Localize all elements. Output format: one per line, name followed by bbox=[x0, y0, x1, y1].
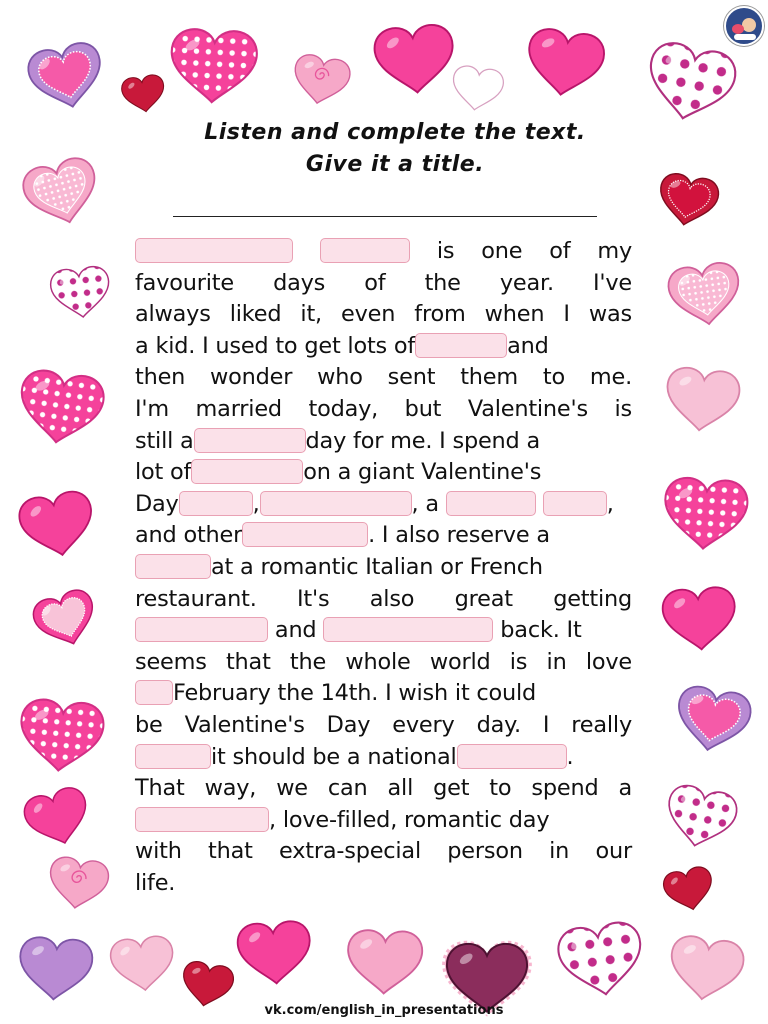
gap-blank[interactable] bbox=[179, 491, 253, 516]
heart-icon bbox=[661, 586, 737, 652]
heart-icon bbox=[120, 73, 167, 114]
title-answer-line[interactable] bbox=[173, 216, 597, 217]
heart-icon bbox=[109, 935, 176, 994]
passage-line: at a romantic Italian or French bbox=[135, 552, 632, 584]
heart-icon bbox=[17, 698, 105, 774]
passage-line: always liked it, even from when I was bbox=[135, 301, 632, 328]
heart-icon bbox=[25, 39, 108, 114]
gap-blank[interactable] bbox=[242, 522, 368, 547]
heart-icon bbox=[347, 930, 423, 995]
gap-blank[interactable] bbox=[415, 333, 507, 358]
passage-line: That way, we can all get to spend a bbox=[135, 775, 632, 802]
heart-icon bbox=[523, 27, 606, 100]
heart-icon bbox=[556, 920, 647, 1000]
instruction-line-2: Give it a title. bbox=[305, 152, 485, 177]
heart-icon bbox=[450, 64, 505, 113]
instruction-line-1: Listen and complete the text. bbox=[204, 120, 586, 145]
heart-icon bbox=[661, 865, 716, 915]
heart-icon bbox=[29, 586, 102, 653]
passage-line: life. bbox=[135, 869, 176, 896]
passage-line: and back. It bbox=[135, 615, 632, 647]
heart-icon bbox=[655, 171, 721, 229]
cloze-passage bbox=[135, 236, 632, 899]
heart-icon bbox=[666, 260, 744, 328]
passage-line: favourite days of the year. I've bbox=[135, 269, 632, 296]
gap-blank[interactable] bbox=[543, 491, 607, 516]
gap-blank[interactable] bbox=[457, 744, 567, 769]
passage-line: then wonder who sent them to me. bbox=[135, 364, 632, 391]
heart-icon bbox=[19, 154, 104, 232]
passage-line: and other . I also reserve a bbox=[135, 522, 550, 549]
gap-blank[interactable] bbox=[135, 238, 293, 263]
heart-icon bbox=[46, 855, 110, 912]
heart-icon bbox=[662, 476, 749, 551]
heart-icon bbox=[236, 920, 312, 986]
passage-line: be Valentine's Day every day. I really bbox=[135, 711, 632, 738]
heart-icon bbox=[17, 936, 93, 1002]
gap-blank[interactable] bbox=[135, 744, 211, 769]
heart-icon bbox=[169, 28, 258, 104]
passage-line: February the 14th. I wish it could bbox=[135, 678, 632, 710]
passage-line: restaurant. It's also great getting bbox=[135, 585, 632, 612]
passage-line: I'm married today, but Valentine's is bbox=[135, 395, 632, 422]
gap-blank[interactable] bbox=[135, 807, 269, 832]
channel-avatar-icon bbox=[724, 6, 764, 46]
passage-line: with that extra-special person in our bbox=[135, 838, 632, 865]
gap-blank[interactable] bbox=[135, 680, 173, 705]
passage-line: , love-filled, romantic day bbox=[135, 805, 632, 837]
heart-icon bbox=[666, 934, 746, 1004]
heart-icon bbox=[661, 782, 740, 852]
passage-line: it should be a national . bbox=[135, 742, 632, 774]
passage-line: Day , , a , bbox=[135, 490, 614, 517]
gap-blank[interactable] bbox=[135, 554, 211, 579]
gap-blank[interactable] bbox=[194, 428, 306, 453]
gap-blank[interactable] bbox=[135, 617, 268, 642]
heart-icon bbox=[21, 784, 95, 852]
gap-blank[interactable] bbox=[191, 459, 303, 484]
heart-icon bbox=[15, 368, 106, 448]
gap-blank[interactable] bbox=[320, 238, 410, 263]
passage-line: lot of on a giant Valentine's bbox=[135, 459, 542, 486]
passage-line: seems that the whole world is in love bbox=[135, 648, 632, 675]
passage-line: a kid. I used to get lots of and bbox=[135, 332, 549, 359]
heart-icon bbox=[663, 366, 741, 434]
heart-icon bbox=[49, 265, 112, 320]
heart-icon bbox=[373, 23, 457, 96]
gap-blank[interactable] bbox=[323, 617, 493, 642]
gap-blank[interactable] bbox=[260, 491, 412, 516]
gap-blank[interactable] bbox=[446, 491, 536, 516]
source-credit: vk.com/english_in_presentations bbox=[264, 1003, 504, 1018]
heart-icon bbox=[290, 53, 352, 108]
heart-icon bbox=[16, 489, 98, 562]
heart-icon bbox=[672, 684, 754, 757]
heart-icon bbox=[641, 39, 739, 127]
passage-line: is one of my bbox=[135, 236, 632, 268]
passage-line: still a day for me. I spend a bbox=[135, 427, 540, 454]
